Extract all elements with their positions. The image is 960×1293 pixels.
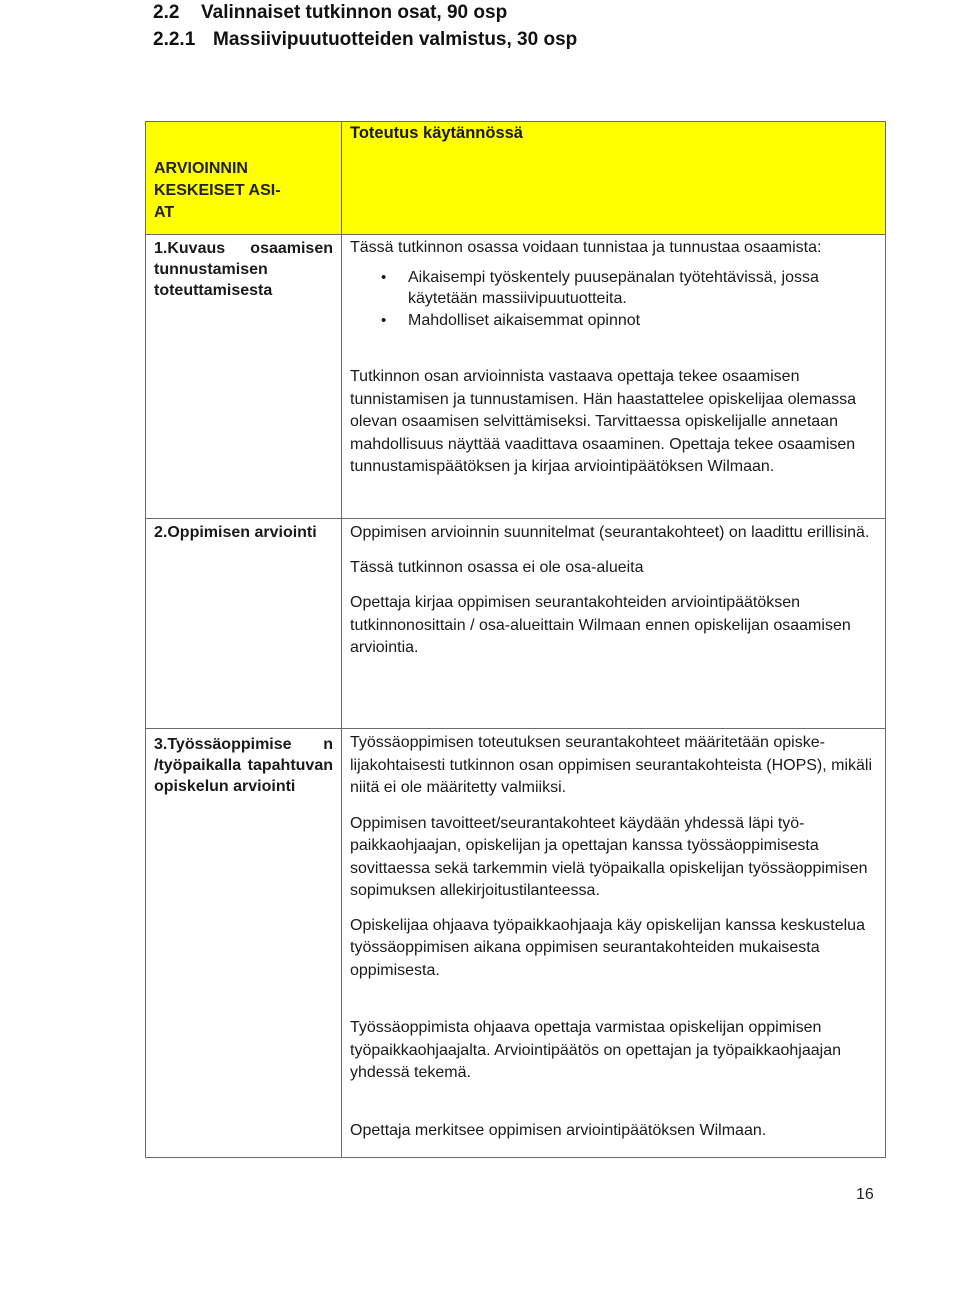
heading-text: Valinnaiset tutkinnon osat, 90 osp bbox=[201, 2, 508, 23]
row-label-text: 1.Kuvaus osaamisen tunnustamisen toteuttamisesta bbox=[154, 240, 333, 299]
row-paragraph: Oppimisen arvioinnin suunnitelmat (seurantakohteet) on laadittu erillisinä. bbox=[350, 524, 870, 541]
row-label bbox=[146, 519, 342, 729]
section-heading-2-2-1 bbox=[153, 29, 577, 51]
row-paragraph: Opettaja kirjaa oppimisen seurantakohteiden arviointipäätöksen tutkinnonosittain / osa-alueittain Wilmaan ennen opiskelijan osaamisen arviointia. bbox=[350, 594, 851, 656]
row-paragraph: Oppimisen tavoitteet/seurantakohteet käydään yhdessä läpi työpaikkaohjaajan, opiskelijan ja opettajan kanssa työssäoppimisesta sovittaessa sekä tarkemmin vielä työpaikalla opiskelijan työssäoppimisen sopimuksen allekirjoitustilanteessa. bbox=[350, 814, 868, 899]
heading-text: Massiivipuutuotteiden valmistus, 30 osp bbox=[213, 29, 578, 50]
row-label-text: 2.Oppimisen arviointi bbox=[154, 524, 317, 541]
row-label-text: 3.Työssäoppimise n /työpaikalla tapahtuvan opiskelun arviointi bbox=[154, 736, 333, 795]
table-header-row bbox=[146, 122, 886, 235]
row-content bbox=[342, 235, 886, 519]
table-row bbox=[146, 729, 886, 1158]
bullet-list bbox=[350, 267, 877, 331]
header-cell-implementation bbox=[342, 122, 886, 235]
row-paragraph: Tässä tutkinnon osassa ei ole osa-alueita bbox=[350, 558, 644, 576]
row-paragraph: Opiskelijaa ohjaava työpaikkaohjaaja käy opiskelijan kanssa keskustelua työssäoppimisen aikana oppimisen seurantakohteiden mukaisesta oppimisesta. bbox=[350, 916, 865, 979]
header-left-line: KESKEISET ASI- bbox=[154, 182, 281, 199]
row-content bbox=[342, 729, 886, 1158]
header-right-label: Toteutus käytännössä bbox=[350, 124, 523, 142]
row-paragraph: Työssäoppimisen toteutuksen seurantakohteet määritetään opiskelijakohtaisesti tutkinnon osan oppimisen seurantakohteista (HOPS), mikäli niitä ei ole määritetty valmiiksi. bbox=[350, 734, 873, 796]
section-heading-2-2 bbox=[153, 2, 507, 24]
row-paragraph: Opettaja merkitsee oppimisen arviointipäätöksen Wilmaan. bbox=[350, 1121, 767, 1139]
heading-number: 2.2.1 bbox=[153, 29, 196, 50]
bullet-item: • Aikaisempi työskentely puusepänalan työtehtävissä, jossa käytetään massiivipuutuotteita. bbox=[408, 267, 877, 309]
table-row bbox=[146, 519, 886, 729]
row-intro: Tässä tutkinnon osassa voidaan tunnistaa ja tunnustaa osaamista: bbox=[350, 239, 822, 256]
header-left-line: ARVIOINNIN bbox=[154, 160, 248, 177]
bullet-item: • Mahdolliset aikaisemmat opinnot bbox=[408, 310, 877, 331]
row-content bbox=[342, 519, 886, 729]
row-label bbox=[146, 729, 342, 1158]
table-row bbox=[146, 235, 886, 519]
assessment-table bbox=[145, 121, 886, 1158]
row-label bbox=[146, 235, 342, 519]
header-cell-key-topics bbox=[146, 122, 342, 235]
row-paragraph: Tutkinnon osan arvioinnista vastaava opettaja tekee osaamisen tunnistamisen ja tunnustamisen. Hän haastattelee opiskelijaa olemassa olevan osaamisen selvittämiseksi. Tarvittaessa opiskelijalle annetaan mahdollisuus näyttää vaadittava osaaminen. Opettaja tekee osaamisen tunnustamispäätöksen ja kirjaa arviointipäätöksen Wilmaan. bbox=[350, 368, 857, 475]
heading-number: 2.2 bbox=[153, 2, 180, 23]
row-paragraph: Työssäoppimista ohjaava opettaja varmistaa opiskelijan oppimisen työpaikkaohjaajalta. Arviointipäätös on opettajan ja työpaikkaohjaajan yhdessä tekemä. bbox=[350, 1019, 842, 1081]
header-left-line: AT bbox=[154, 204, 175, 221]
page-number: 16 bbox=[856, 1186, 874, 1203]
